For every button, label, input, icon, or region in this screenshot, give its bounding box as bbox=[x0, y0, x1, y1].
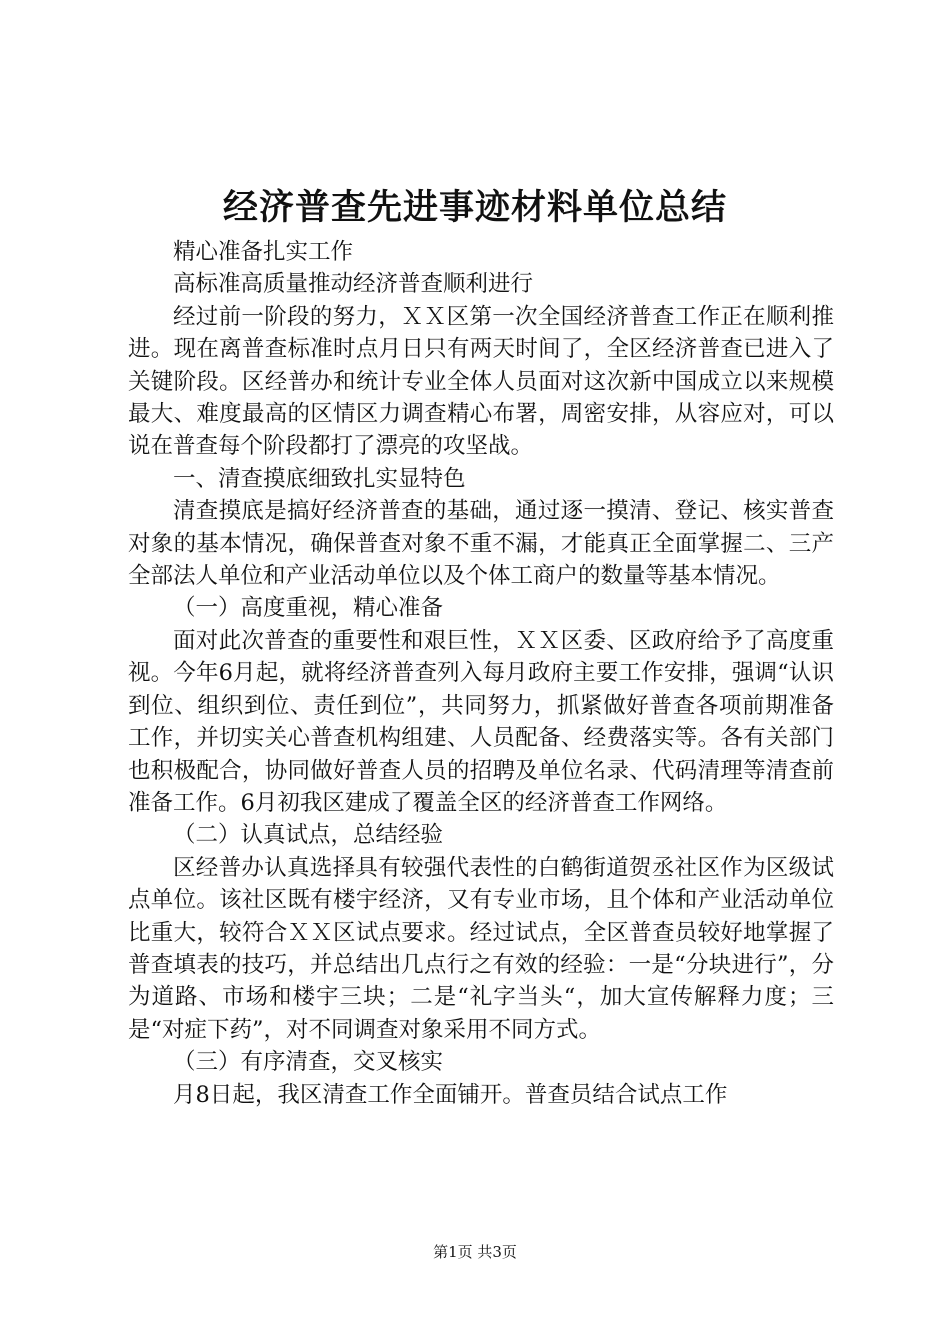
document-title: 经济普查先进事迹材料单位总结 bbox=[222, 187, 727, 228]
subsection-heading-2: （二）认真试点，总结经验 bbox=[173, 822, 444, 849]
paragraph-subsection-3: 月8日起，我区清查工作全面铺开。普查员结合试点工作 bbox=[173, 1081, 728, 1108]
subsection-heading-1: （一）高度重视，精心准备 bbox=[173, 595, 444, 622]
paragraph-subsection-1: 面对此次普查的重要性和艰巨性，ＸＸ区委、区政府给予了高度重视。今年6月起，就将经济普查列入每月政府主要工作安排，强调“认识到位、组织到位、责任到位”，共同努力，抓紧做好普查各项前期准备工作，并切实关心普查机构组建、人员配备、经费落实等。各有关部门也积极配合，协同做好普查人员的招聘及单位名录、代码清理等清查前准备工作。6月初我区建成了覆盖全区的经济普查工作网络。 bbox=[128, 627, 834, 816]
document-body bbox=[128, 236, 834, 1111]
paragraph-subsection-2: 区经普办认真选择具有较强代表性的白鹤街道贺丞社区作为区级试点单位。该社区既有楼宇经济，又有专业市场，且个体和产业活动单位比重大，较符合ＸＸ区试点要求。经过试点，全区普查员较好地掌握了普查填表的技巧，并总结出几点行之有效的经验：一是“分块进行”，分为道路、市场和楼宇三块；二是“礼字当头“，加大宣传解释力度；三是“对症下药”，对不同调查对象采用不同方式。 bbox=[128, 854, 834, 1043]
page-number-footer: 第1页 共3页 bbox=[433, 1243, 517, 1261]
subtitle-line-1: 精心准备扎实工作 bbox=[173, 239, 354, 265]
subsection-heading-3: （三）有序清查，交叉核实 bbox=[173, 1049, 444, 1076]
section-heading-1: 一、清查摸底细致扎实显特色 bbox=[173, 465, 466, 492]
paragraph-section-1: 清查摸底是搞好经济普查的基础，通过逐一摸清、登记、核实普查对象的基本情况，确保普查对象不重不漏，才能真正全面掌握二、三产全部法人单位和产业活动单位以及个体工商户的数量等基本情况。 bbox=[128, 498, 834, 590]
subtitle-line-2: 高标准高质量推动经济普查顺利进行 bbox=[173, 271, 534, 298]
paragraph-intro: 经过前一阶段的努力，ＸＸ区第一次全国经济普查工作正在顺利推进。现在离普查标准时点月日只有两天时间了，全区经济普查已进入了关键阶段。区经普办和统计专业全体人员面对这次新中国成立以来规模最大、难度最高的区情区力调查精心布署，周密安排，从容应对，可以说在普查每个阶段都打了漂亮的攻坚战。 bbox=[128, 303, 834, 460]
